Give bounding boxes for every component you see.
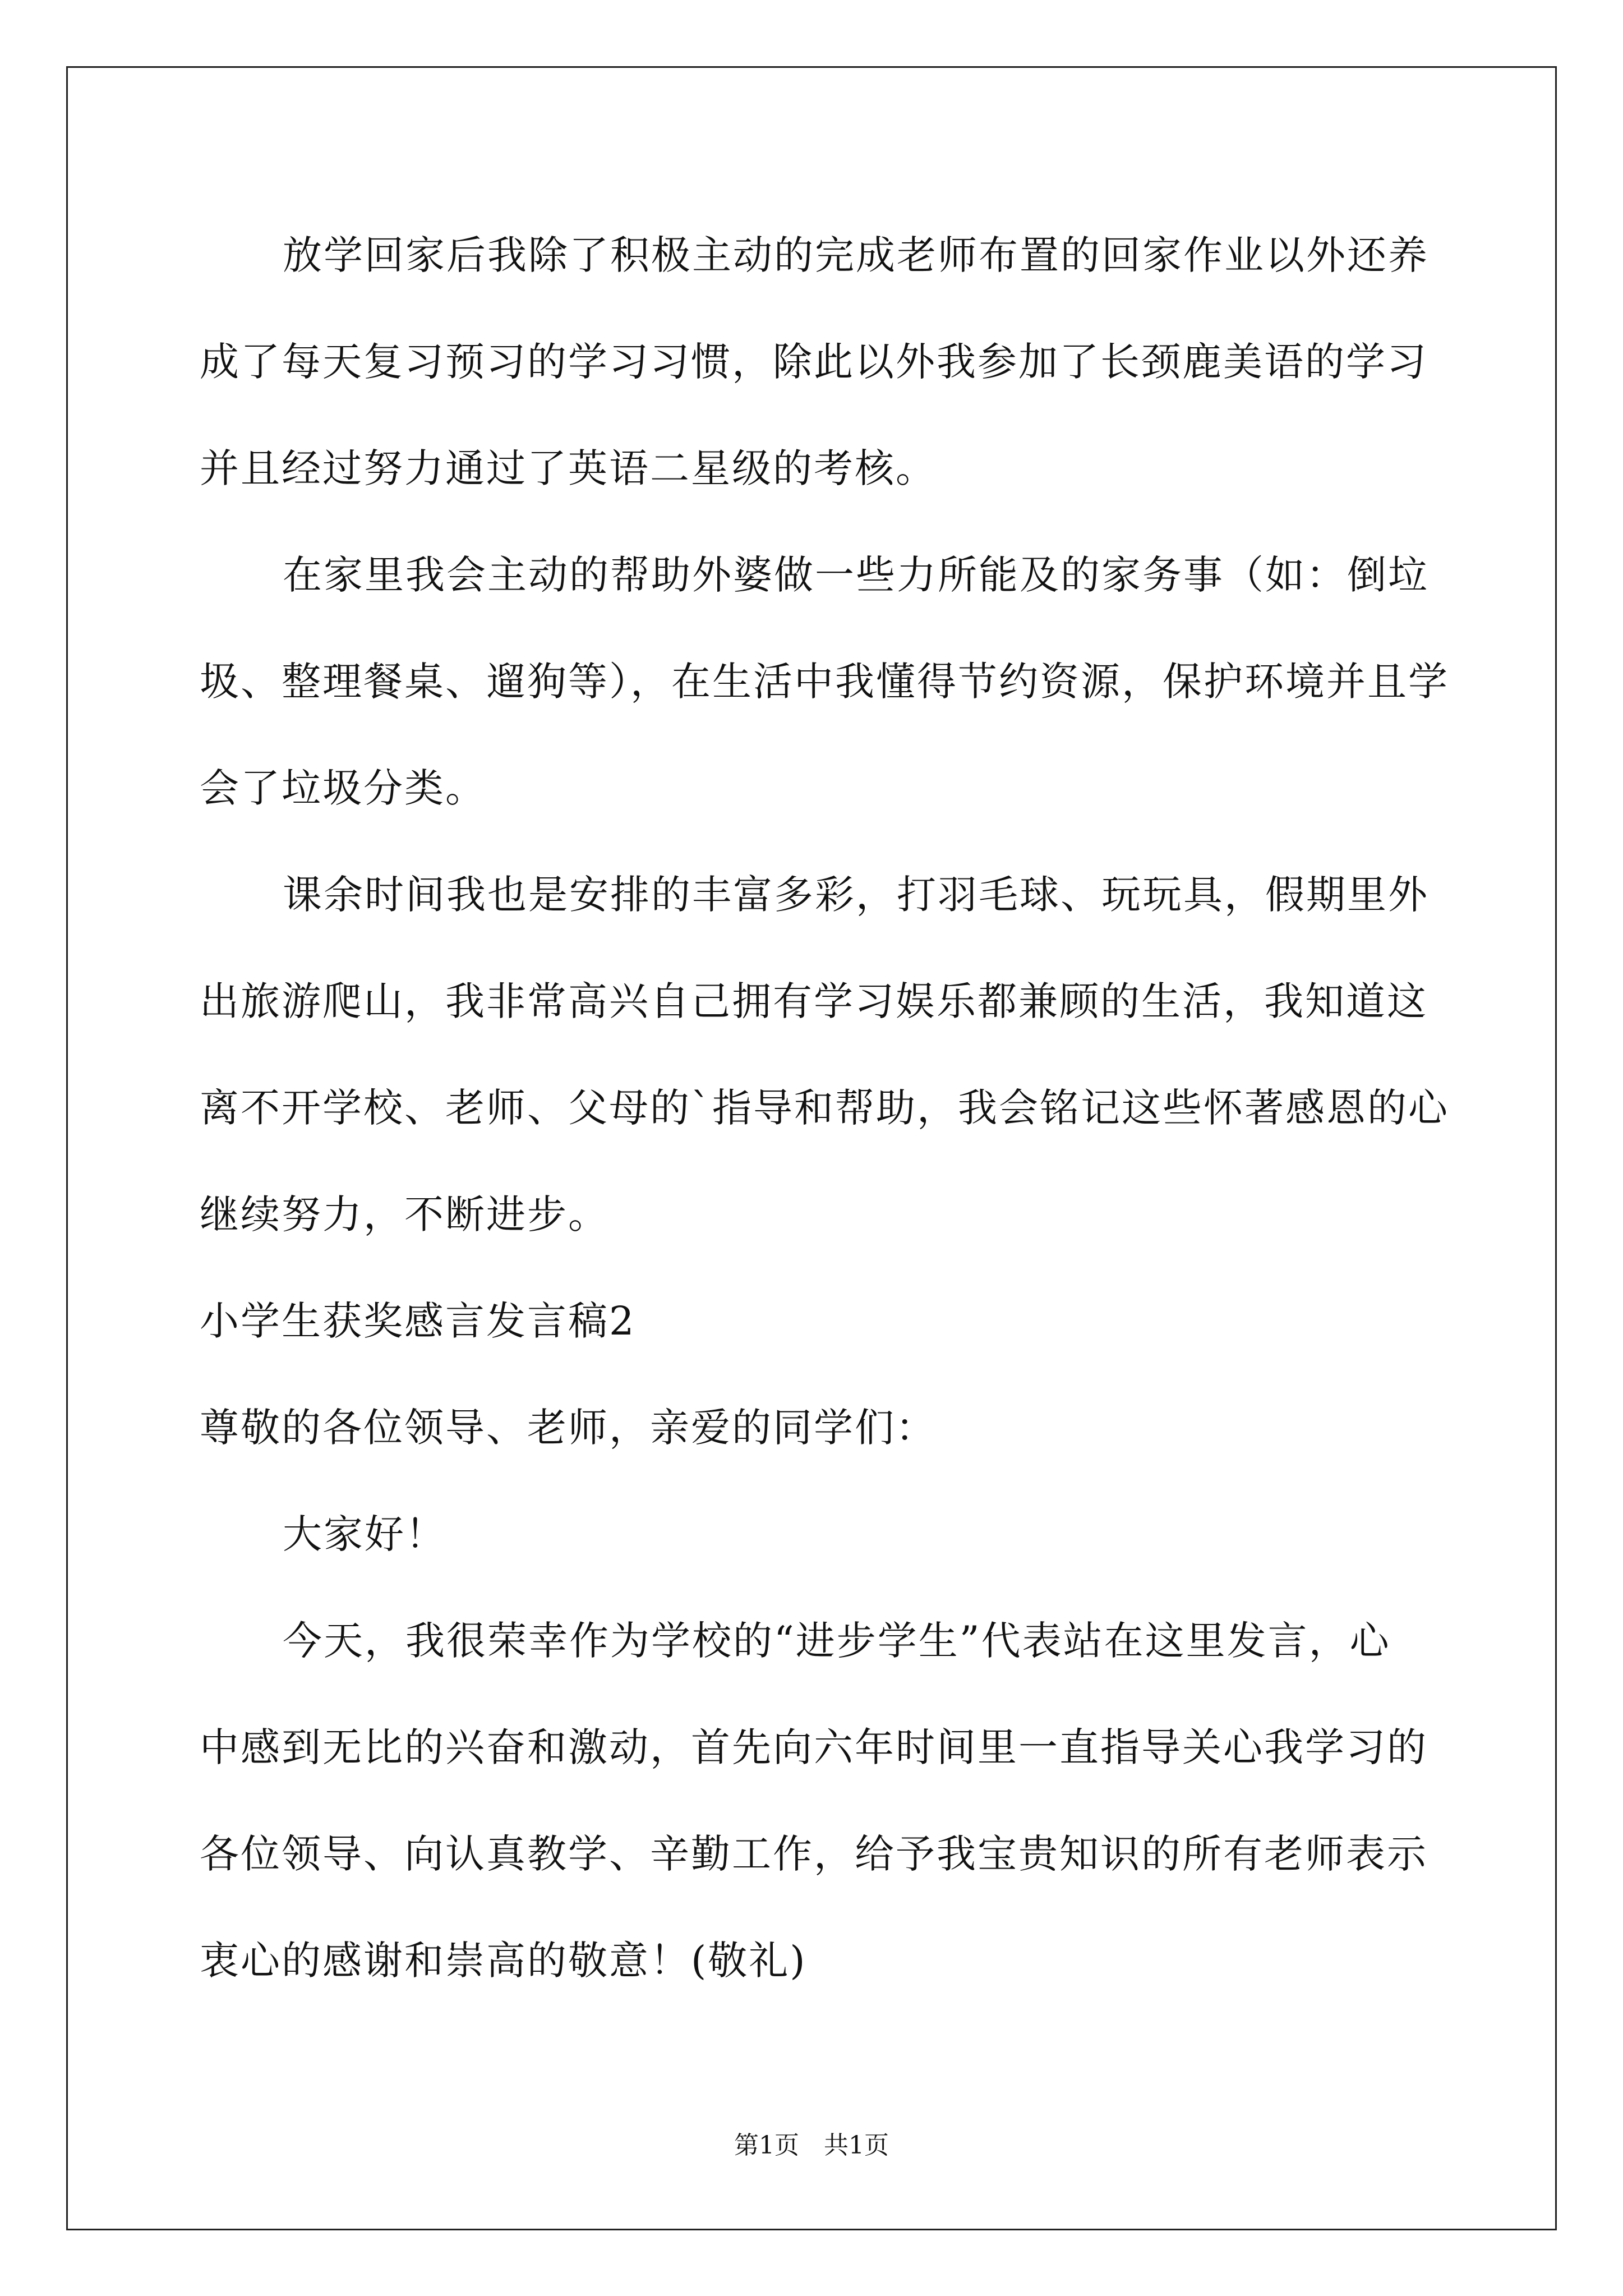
text-line: 中感到无比的兴奋和激动，首先向六年时间里一直指导关心我学习的	[200, 1724, 1428, 1770]
text-line: 圾、整理餐桌、遛狗等），在生活中我懂得节约资源，保护环境并且学	[200, 659, 1449, 705]
text-line: 各位领导、向认真教学、辛勤工作，给予我宝贵知识的所有老师表示	[200, 1831, 1428, 1877]
text-line: 课余时间我也是安排的丰富多彩，打羽毛球、玩玩具，假期里外	[283, 872, 1429, 918]
text-line: 离不开学校、老师、父母的`指导和帮助，我会铭记这些怀著感恩的心	[200, 1085, 1449, 1131]
text-line: 衷心的感谢和崇高的敬意！(敬礼)	[200, 1938, 807, 1984]
text-line: 大家好！	[283, 1511, 446, 1557]
text-line: 成了每天复习预习的学习习惯，除此以外我参加了长颈鹿美语的学习	[200, 339, 1428, 385]
text-line: 今天，我很荣幸作为学校的“进步学生”代表站在这里发言，心	[283, 1618, 1391, 1664]
text-line: 会了垃圾分类。	[200, 765, 486, 811]
document-body	[200, 202, 1449, 2014]
page-footer: 第1页 共1页	[734, 2131, 889, 2160]
text-line: 尊敬的各位领导、老师，亲爱的同学们：	[200, 1405, 937, 1451]
text-line: 小学生获奖感言发言稿2	[200, 1298, 636, 1344]
text-line: 继续努力，不断进步。	[200, 1191, 609, 1237]
text-line: 并且经过努力通过了英语二星级的考核。	[200, 445, 937, 491]
text-line: 出旅游爬山，我非常高兴自己拥有学习娱乐都兼顾的生活，我知道这	[200, 978, 1428, 1024]
text-line: 放学回家后我除了积极主动的完成老师布置的回家作业以外还养	[283, 232, 1429, 278]
text-line: 在家里我会主动的帮助外婆做一些力所能及的家务事（如：倒垃	[283, 552, 1429, 598]
